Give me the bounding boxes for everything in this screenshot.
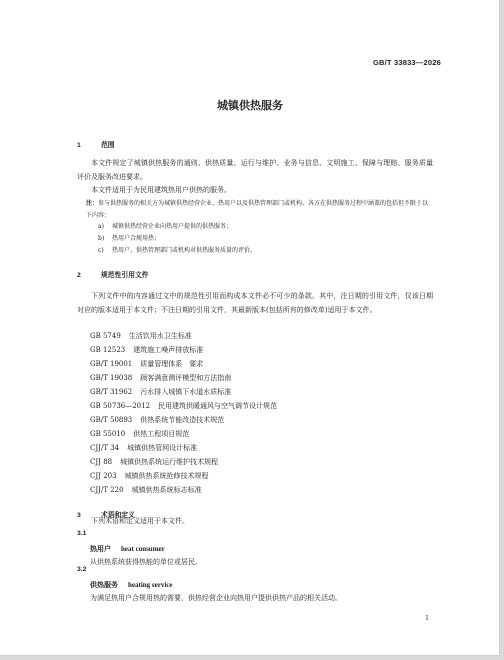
page-number: 1 (425, 615, 429, 622)
reference-code: GB 55010 (90, 430, 126, 438)
term-english: heat consumer (121, 545, 165, 553)
section-title: 规范性引用文件 (101, 272, 149, 279)
standard-number: GB/T 33833—2026 (372, 58, 441, 67)
reference-item (90, 415, 224, 425)
reference-item (90, 485, 202, 495)
reference-code: GB 12523 (90, 346, 126, 354)
list-item-text: 城镇供热经营企业向热用户提供的供热服务； (112, 223, 233, 230)
term-definition: 从供热系统获得热能的单位或居民。 (90, 558, 202, 566)
term-english: heating service (128, 581, 173, 589)
reference-code: GB 5749 (90, 332, 121, 340)
section-number: 2 (77, 272, 81, 279)
paragraph: 下列术语和定义适用于本文件。 (91, 517, 189, 525)
reference-title: 供热工程项目规范 (133, 430, 190, 438)
paragraph: 下列文件中的内容通过文中的规范性引用而构成本文件必不可少的条款。其中，注日期的引用文件，仅该日期对应的版本适用于本文件；不注日期的引用文件，其最新版本(包括所有的修改单)适用于本文件。 (77, 292, 433, 314)
reference-title: 城镇供热系统标志标准 (131, 486, 202, 494)
list-marker: b) (98, 235, 105, 242)
reference-code: CJJ 203 (90, 472, 117, 480)
section-1-heading (77, 139, 115, 149)
reference-item (90, 471, 209, 481)
section-number: 1 (77, 142, 81, 149)
reference-item (90, 443, 197, 453)
reference-code: GB 50736—2012 (90, 402, 151, 410)
note-list-item (98, 233, 160, 245)
term-number: 3.1 (77, 530, 87, 537)
reference-title: 城镇供热系统运行维护技术规程 (120, 458, 219, 466)
section-2-heading (77, 269, 149, 279)
note-text: 参与供热服务的相关方为城镇供热经营企业、热用户以及供热管理部门或机构。各方在供热服务过程中涵盖的包括但不限于以下内容： (86, 200, 429, 219)
reference-item (90, 401, 277, 411)
reference-item (90, 429, 189, 439)
reference-code: GB/T 19038 (90, 374, 133, 382)
list-marker: a) (98, 223, 104, 230)
note-list-item (98, 245, 256, 257)
section-title: 术语和定义 (101, 512, 135, 519)
reference-item (90, 345, 203, 355)
reference-code: CJJ 88 (90, 458, 113, 466)
reference-title: 城镇供热系统抢修技术规程 (124, 472, 209, 480)
reference-code: GB/T 31962 (90, 388, 133, 396)
document-title: 城镇供热服务 (217, 100, 283, 112)
reference-code: CJJ/T 34 (90, 444, 120, 452)
reference-title: 民用建筑供暖通风与空气调节设计规范 (158, 402, 278, 410)
reference-title: 供热系统节能改造技术规范 (140, 416, 225, 424)
section-title: 范围 (101, 142, 115, 149)
reference-title: 顾客满意测评模型和方法指南 (140, 374, 232, 382)
reference-title: 污水排入城镇下水道水质标准 (140, 388, 232, 396)
reference-item (90, 359, 203, 369)
list-marker: c) (98, 247, 104, 254)
list-item-text: 热用户合规用热； (112, 235, 161, 242)
term-entry (90, 580, 173, 590)
reference-title: 建筑施工噪声排放标准 (133, 346, 204, 354)
reference-item (90, 387, 231, 397)
term-chinese: 供热服务 (90, 582, 118, 589)
reference-code: CJJ/T 220 (90, 486, 124, 494)
reference-code: GB/T 50893 (90, 416, 133, 424)
term-entry (90, 544, 165, 554)
note-label: 注： (86, 201, 99, 207)
reference-title: 质量管理体系 要求 (140, 360, 204, 368)
section-number: 3 (77, 512, 81, 519)
reference-title: 生活饮用水卫生标准 (128, 332, 192, 340)
reference-item (90, 373, 231, 383)
note-list-item (98, 221, 232, 233)
reference-item (90, 457, 218, 467)
list-item-text: 热用户、供热管理部门或机构对供热服务质量的评价。 (112, 247, 257, 254)
reference-code: GB/T 19001 (90, 360, 133, 368)
term-chinese: 热用户 (90, 546, 111, 553)
paragraph: 本文件规定了城镇供热服务的通则、供热质量、运行与维护、业务与信息、文明施工、保障与理赔、服务质量评价及服务改进要求。 (77, 159, 433, 181)
term-number: 3.2 (77, 566, 87, 573)
reference-title: 城镇供热管网设计标准 (127, 444, 198, 452)
term-definition: 为满足热用户合规用热的需要，供热经营企业向热用户提供供热产品的相关活动。 (90, 594, 342, 602)
reference-item (90, 331, 192, 341)
paragraph: 本文件适用于为民用建筑热用户供热的服务。 (91, 186, 231, 194)
note (86, 198, 434, 222)
